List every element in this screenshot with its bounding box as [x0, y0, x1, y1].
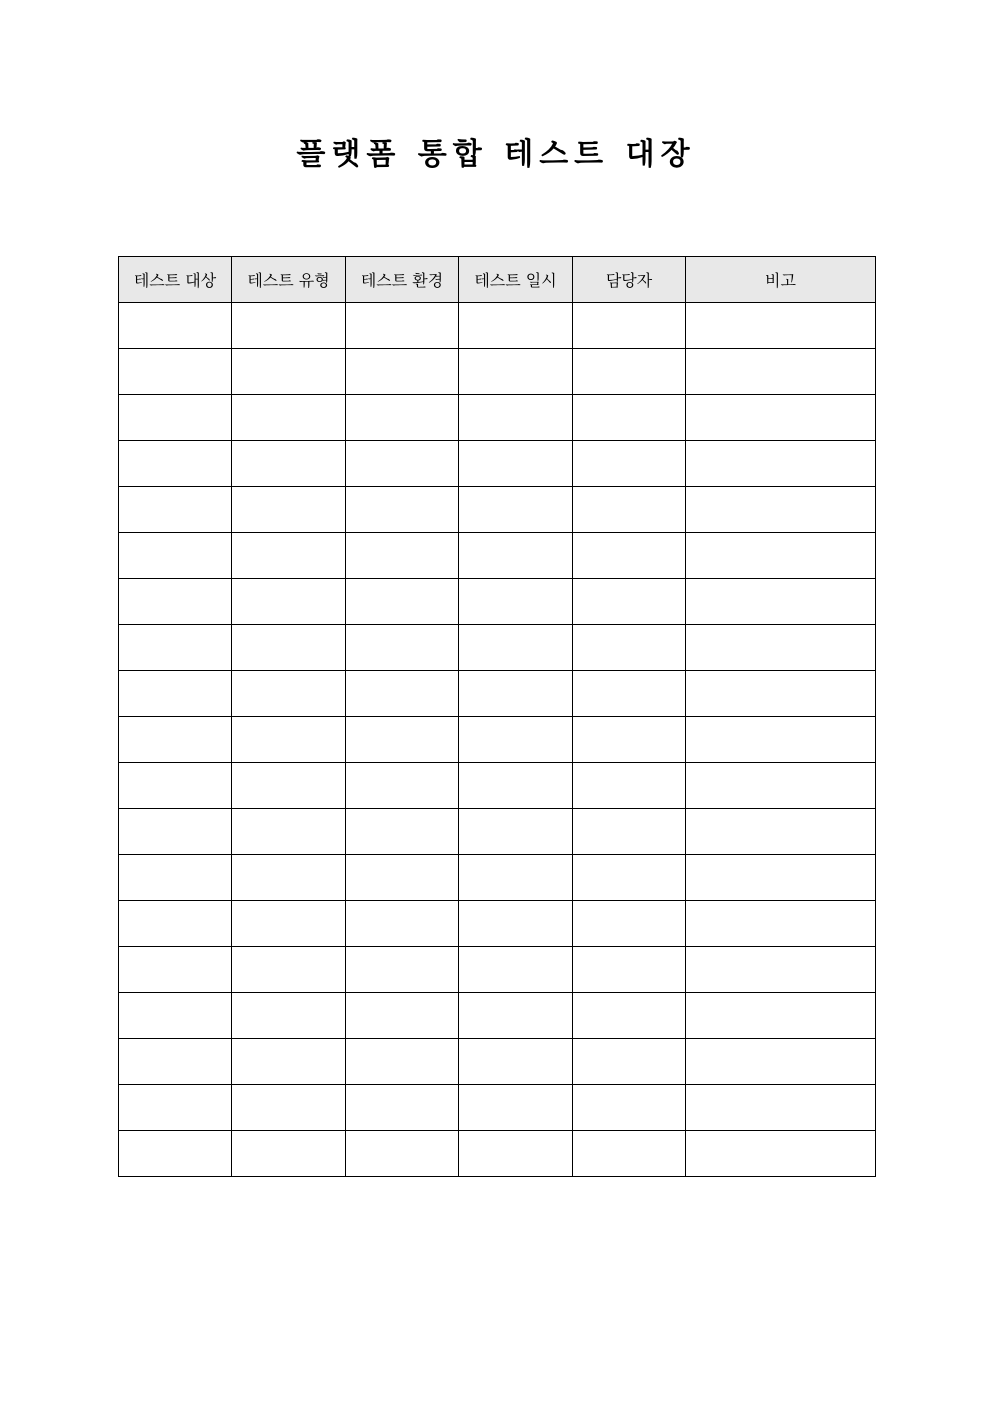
- header-remarks: 비고: [686, 257, 876, 303]
- table-cell[interactable]: [459, 717, 573, 763]
- table-cell[interactable]: [346, 993, 459, 1039]
- table-cell[interactable]: [232, 901, 346, 947]
- table-cell[interactable]: [459, 993, 573, 1039]
- table-cell[interactable]: [119, 855, 232, 901]
- table-cell[interactable]: [119, 901, 232, 947]
- table-row: [119, 395, 876, 441]
- table-cell[interactable]: [119, 717, 232, 763]
- table-cell[interactable]: [686, 625, 876, 671]
- table-cell[interactable]: [573, 809, 686, 855]
- table-row: [119, 717, 876, 763]
- table-cell[interactable]: [686, 533, 876, 579]
- header-test-environment: 테스트 환경: [346, 257, 459, 303]
- table-cell[interactable]: [573, 1039, 686, 1085]
- table-cell[interactable]: [686, 993, 876, 1039]
- table-cell[interactable]: [232, 625, 346, 671]
- table-cell[interactable]: [119, 579, 232, 625]
- table-cell[interactable]: [119, 395, 232, 441]
- table-cell[interactable]: [346, 947, 459, 993]
- header-test-target: 테스트 대상: [119, 257, 232, 303]
- table-cell[interactable]: [346, 625, 459, 671]
- table-cell[interactable]: [686, 395, 876, 441]
- table-row: [119, 1131, 876, 1177]
- table-cell[interactable]: [686, 303, 876, 349]
- table-cell[interactable]: [686, 1039, 876, 1085]
- table-cell[interactable]: [459, 395, 573, 441]
- table-row: [119, 993, 876, 1039]
- table-cell[interactable]: [459, 763, 573, 809]
- table-cell[interactable]: [573, 1131, 686, 1177]
- table-cell[interactable]: [232, 809, 346, 855]
- table-cell[interactable]: [346, 1039, 459, 1085]
- table-cell[interactable]: [573, 993, 686, 1039]
- table-cell[interactable]: [346, 349, 459, 395]
- table-row: [119, 441, 876, 487]
- table-cell[interactable]: [686, 901, 876, 947]
- table-cell[interactable]: [119, 487, 232, 533]
- table-row: [119, 487, 876, 533]
- table-row: [119, 947, 876, 993]
- table-cell[interactable]: [573, 533, 686, 579]
- table-row: [119, 1039, 876, 1085]
- table-cell[interactable]: [346, 441, 459, 487]
- table-cell[interactable]: [346, 487, 459, 533]
- table-cell[interactable]: [573, 441, 686, 487]
- table-cell[interactable]: [459, 947, 573, 993]
- table-cell[interactable]: [119, 809, 232, 855]
- table-cell[interactable]: [232, 717, 346, 763]
- table-cell[interactable]: [232, 533, 346, 579]
- table-cell[interactable]: [346, 395, 459, 441]
- table-cell[interactable]: [686, 855, 876, 901]
- table-cell[interactable]: [686, 671, 876, 717]
- table-cell[interactable]: [119, 1131, 232, 1177]
- table-cell[interactable]: [686, 809, 876, 855]
- table-cell[interactable]: [346, 579, 459, 625]
- table-cell[interactable]: [119, 303, 232, 349]
- table-row: [119, 809, 876, 855]
- table-cell[interactable]: [346, 533, 459, 579]
- table-row: [119, 625, 876, 671]
- table-cell[interactable]: [459, 855, 573, 901]
- table-cell[interactable]: [459, 901, 573, 947]
- table-row: [119, 349, 876, 395]
- table-cell[interactable]: [346, 763, 459, 809]
- table-row: [119, 303, 876, 349]
- table-row: [119, 533, 876, 579]
- table-cell[interactable]: [119, 993, 232, 1039]
- table-row: [119, 855, 876, 901]
- table-cell[interactable]: [686, 717, 876, 763]
- table-cell[interactable]: [573, 855, 686, 901]
- table-cell[interactable]: [119, 533, 232, 579]
- table-cell[interactable]: [686, 1131, 876, 1177]
- test-ledger-table: [118, 256, 876, 1177]
- table-cell[interactable]: [232, 441, 346, 487]
- table-cell[interactable]: [573, 1085, 686, 1131]
- table-cell[interactable]: [232, 1085, 346, 1131]
- header-test-type: 테스트 유형: [232, 257, 346, 303]
- table-cell[interactable]: [459, 1085, 573, 1131]
- page-title: 플랫폼 통합 테스트 대장: [296, 137, 696, 172]
- table-cell[interactable]: [459, 441, 573, 487]
- table-cell[interactable]: [573, 303, 686, 349]
- table-cell[interactable]: [459, 579, 573, 625]
- table-cell[interactable]: [459, 1039, 573, 1085]
- table-cell[interactable]: [573, 671, 686, 717]
- table-cell[interactable]: [686, 763, 876, 809]
- table-cell[interactable]: [119, 625, 232, 671]
- table-cell[interactable]: [232, 947, 346, 993]
- table-cell[interactable]: [232, 671, 346, 717]
- table-cell[interactable]: [573, 349, 686, 395]
- table-cell[interactable]: [459, 349, 573, 395]
- table-row: [119, 1085, 876, 1131]
- table-cell[interactable]: [232, 395, 346, 441]
- table-cell[interactable]: [232, 579, 346, 625]
- table-cell[interactable]: [686, 441, 876, 487]
- table-cell[interactable]: [459, 303, 573, 349]
- table-cell[interactable]: [459, 809, 573, 855]
- table-cell[interactable]: [459, 1131, 573, 1177]
- header-owner: 담당자: [573, 257, 686, 303]
- table-cell[interactable]: [232, 855, 346, 901]
- table-cell[interactable]: [686, 349, 876, 395]
- table-cell[interactable]: [686, 579, 876, 625]
- table-cell[interactable]: [119, 1039, 232, 1085]
- table-cell[interactable]: [573, 901, 686, 947]
- table-cell[interactable]: [346, 1131, 459, 1177]
- table-cell[interactable]: [346, 901, 459, 947]
- table-cell[interactable]: [459, 671, 573, 717]
- table-cell[interactable]: [232, 1131, 346, 1177]
- table-cell[interactable]: [232, 993, 346, 1039]
- table-cell[interactable]: [573, 395, 686, 441]
- table-cell[interactable]: [119, 947, 232, 993]
- table-cell[interactable]: [459, 533, 573, 579]
- table-cell[interactable]: [346, 1085, 459, 1131]
- table-cell[interactable]: [119, 349, 232, 395]
- table-cell[interactable]: [573, 717, 686, 763]
- table-cell[interactable]: [459, 625, 573, 671]
- table-cell[interactable]: [686, 487, 876, 533]
- table-cell[interactable]: [232, 349, 346, 395]
- table-body: [119, 303, 876, 1177]
- header-test-datetime: 테스트 일시: [459, 257, 573, 303]
- table-cell[interactable]: [119, 671, 232, 717]
- table-cell[interactable]: [573, 625, 686, 671]
- table-cell[interactable]: [686, 947, 876, 993]
- header-row: [119, 257, 876, 303]
- table-cell[interactable]: [346, 671, 459, 717]
- table-cell[interactable]: [573, 763, 686, 809]
- table-cell[interactable]: [573, 579, 686, 625]
- table-cell[interactable]: [232, 763, 346, 809]
- table-cell[interactable]: [346, 809, 459, 855]
- table-cell[interactable]: [573, 947, 686, 993]
- table-cell[interactable]: [232, 1039, 346, 1085]
- table-row: [119, 579, 876, 625]
- table-cell[interactable]: [119, 441, 232, 487]
- table-cell[interactable]: [119, 1085, 232, 1131]
- table-cell[interactable]: [232, 487, 346, 533]
- table-cell[interactable]: [119, 763, 232, 809]
- table-cell[interactable]: [232, 303, 346, 349]
- table-cell[interactable]: [346, 717, 459, 763]
- table-cell[interactable]: [686, 1085, 876, 1131]
- table-row: [119, 671, 876, 717]
- table-cell[interactable]: [459, 487, 573, 533]
- table-cell[interactable]: [346, 855, 459, 901]
- table-row: [119, 901, 876, 947]
- table-cell[interactable]: [573, 487, 686, 533]
- table-row: [119, 763, 876, 809]
- table-cell[interactable]: [346, 303, 459, 349]
